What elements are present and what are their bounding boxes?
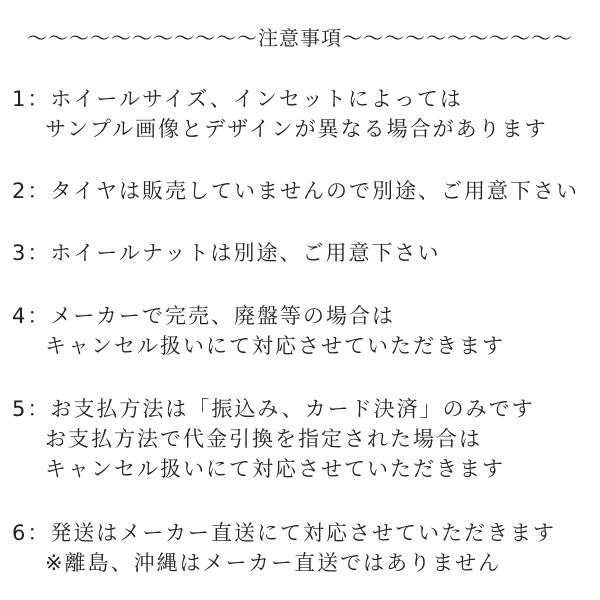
notice-item-4 — [12, 301, 505, 361]
notice-line: ※離島、沖縄はメーカー直送ではありません — [45, 551, 502, 575]
notice-item-5 — [12, 394, 535, 484]
notice-line: 1：ホイールサイズ、インセットによっては — [12, 87, 463, 111]
notice-line: サンプル画像とデザインが異なる場合があります — [45, 117, 548, 141]
notice-line: 6：発送はメーカー直送にて対応させていただきます — [12, 521, 556, 545]
notice-line: お支払方法で代金引換を指定された場合は — [45, 427, 482, 451]
notice-title: ～～～～～～～～～～～注意事項～～～～～～～～～～～ — [27, 26, 573, 50]
notice-line: 2：タイヤは販売していませんので別途、ご用意下さい — [12, 179, 579, 203]
notice-item-6 — [12, 518, 556, 578]
notice-line: キャンセル扱いにて対応させていただきます — [45, 334, 505, 358]
notice-line: 5：お支払方法は「振込み、カード決済」のみです — [12, 397, 535, 421]
notice-line: キャンセル扱いにて対応させていただきます — [45, 457, 505, 481]
notice-line: 4：メーカーで完売、廃盤等の場合は — [12, 304, 395, 328]
notice-line: 3：ホイールナットは別途、ご用意下さい — [12, 241, 441, 265]
notice-item-1 — [12, 84, 548, 144]
notice-item-3 — [12, 238, 441, 268]
notice-item-2 — [12, 176, 579, 206]
